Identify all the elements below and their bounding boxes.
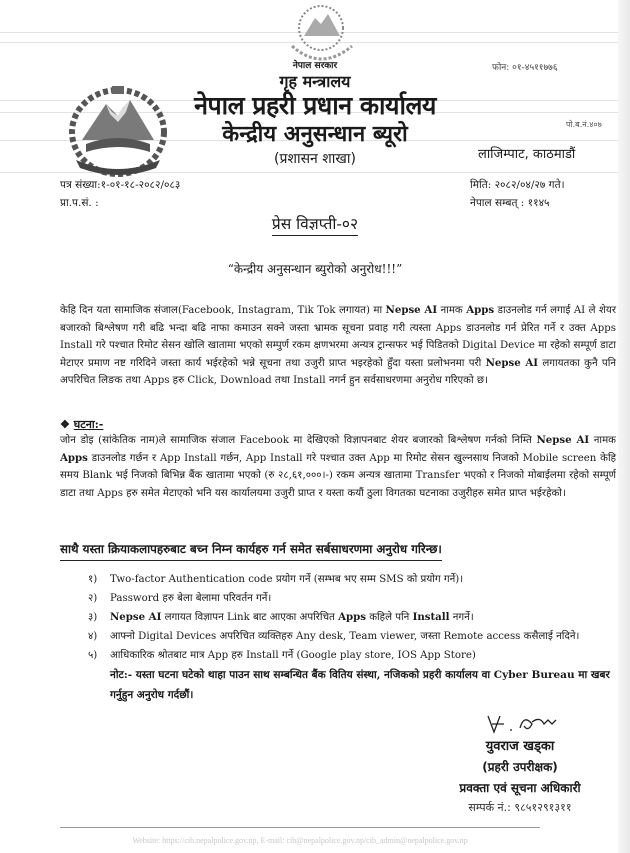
item-text: लगायत विज्ञापन Link बाट आएका अपरिचित <box>161 612 339 623</box>
letter-number: पत्र संख्या:१-०१-१८-२०८२/०८३ <box>60 179 181 191</box>
government-label: नेपाल सरकार <box>292 61 338 71</box>
bold-text: Install <box>412 611 450 623</box>
precaution-list <box>88 570 579 665</box>
signatory-role: प्रवक्ता एवं सूचना अधिकारी <box>459 781 581 795</box>
text: डाउनलोड गर्छन र App Install गर्छन, App Install गरे पश्चात उक्त App मा रिमोट सेसन खुल्नसाथ निजको Mobile screen केहि समय Blank भई निजको बिभिन्न बैंक खातामा भएको (रु २८,६१,०००।-) रकम अन्यत्र खातामा Transfer भएको र निजको मोबाईलमा रहेको सम्पूर्ण डाटा तथा Apps हरु समेत मेटाएको भनि यस कार्यालयमा उजुरी प्राप्त र यस्ता कयौं ठुला विगतका घटनाका उजुरीहरु समेत प्राप्त भईरहेको। <box>60 452 616 499</box>
address: लाजिम्पाट, काठमाडौं <box>478 147 576 162</box>
bold-text: Apps <box>60 451 88 464</box>
list-item <box>88 646 579 665</box>
note: नोट:- यस्ता घटना घटेको थाहा पाउन साथ सम्बन्धित बैंक वितिय संस्था, नजिकको प्रहरी कार्यालय वा Cyber Bureau मा खबर गर्नुहुन अनुरोध गर्दछौं। <box>110 669 610 701</box>
item-text: नगर्ने। <box>449 612 474 623</box>
footer-contact: Website: https://cib.nepalpolice.gov.np, E-mail: cib@nepalpolice.gov.np/cib_admin@nepalpolice.gov.np <box>132 836 468 845</box>
signatory-rank: (प्रहरी उपरीक्षक) <box>482 760 558 774</box>
item-number: ४) <box>88 631 98 642</box>
list-item <box>88 608 579 627</box>
bold-text: Nepse AI <box>536 434 590 446</box>
bureau-name: केन्द्रीय अनुसन्धान ब्यूरो <box>222 122 408 147</box>
reference-number: प्रा.प.सं. : <box>60 197 99 209</box>
office-name: नेपाल प्रहरी प्रधान कार्यालय <box>194 91 436 120</box>
text: केहि दिन यता सामाजिक संजाल(Facebook, Instagram, Tik Tok लगायत) मा <box>60 305 386 316</box>
item-number: १) <box>88 574 98 585</box>
incident-heading <box>60 417 103 432</box>
signatory-name: युवराज खड्का <box>485 739 555 754</box>
text: जोन डोइ (सांकेतिक नाम)ले सामाजिक संजाल Facebook मा देखिएको विज्ञापनबाट शेयर बजारको बिश्लेषण गर्नको निम्ति <box>60 435 537 446</box>
text: डाउनलोड गर्न लगाई AI ले शेयर बजारको बिश्लेषण गरी बढि भन्दा बढि नाफा कमाउन सक्ने जस्ता भ्रामक सूचना प्रवाह गरी त्यस्ता Apps डाउनलोड गर्न प्रेरित गर्ने र उक्त Apps Install गरे पश्चात रिमोट सेसन खोलि खातामा भएको सम्पुर्ण रकम क्षणभरमा अन्यत्र ट्रान्सफर भई पिडितको Digital Device मा रहेको सम्पूर्ण डाटा मेटाएर प्रमाण नष्ट गरिदिने जस्ता कार्य भईरहेको भन्ने सूचना तथा उजुरी प्राप्त भइरहेको हुँदा यस्ता प्रलोभनमा परी <box>60 305 616 369</box>
ministry-name: गृह मन्त्रालय <box>279 72 351 91</box>
po-box: पो.ब.नं.४०७ <box>566 120 602 129</box>
bold-text: Apps <box>466 304 495 316</box>
press-release-subtitle: “केन्द्रीय अनुसन्धान ब्युरोको अनुरोध!!!” <box>227 262 403 276</box>
footer-divider <box>60 827 540 828</box>
branch-name: (प्रशासन शाखा) <box>274 151 356 167</box>
press-release-title <box>0 212 630 234</box>
item-text: आफ्नो Digital Devices अपरिचित व्यक्तिहरु Any desk, Team viewer, जस्ता Remote access कसैलाई नदिने। <box>110 631 580 642</box>
date: मिति: २०८२/०४/२७ गते। <box>470 179 565 191</box>
bold-text: Nepse AI <box>485 356 539 369</box>
incident-paragraph <box>60 432 616 502</box>
item-number: २) <box>88 593 98 604</box>
signature-block <box>430 710 610 815</box>
signatory-contact: सम्पर्क नं.: ९८५१२९१३११ <box>468 801 572 814</box>
text: लगायतका कुनै पनि अपरिचित लिङक तथा Apps हरु Click, Download तथा Install नगर्न हुन सर्वसाधरणमा अनुरोध गरिएको छ। <box>60 357 616 386</box>
nepal-sambat: नेपाल सम्बत् : ११४५ <box>470 197 550 209</box>
item-text: कहिले पनि <box>365 612 413 623</box>
list-item <box>88 570 579 589</box>
item-number: ५) <box>88 650 98 661</box>
item-text: Two-factor Authentication code प्रयोग गर्ने (सम्भब भए सम्म SMS को प्रयोग गर्ने)। <box>110 574 464 585</box>
bold-text: Nepse AI <box>110 611 162 623</box>
intro-paragraph <box>60 302 616 390</box>
list-item <box>88 627 579 646</box>
list-item <box>88 589 579 608</box>
item-text: Password हरु बेला बेलामा परिवर्तन गर्ने। <box>110 593 272 604</box>
phone-number: फोन: ०१-४५११७७६ <box>492 63 558 73</box>
text: नामक <box>437 305 467 316</box>
diamond-bullet-icon: ❖ <box>60 418 70 431</box>
bold-text: Apps <box>338 611 366 623</box>
item-text: आधिकारिक श्रोतबाट मात्र App हरु Install गर्ने (Google play store, IOS App Store) <box>110 650 476 661</box>
bold-text: Nepse AI <box>385 304 438 316</box>
incident-label: घटना:- <box>73 418 104 431</box>
handwritten-signature-icon <box>480 710 560 740</box>
title-text: प्रेस विज्ञप्ती-०२ <box>272 215 358 236</box>
item-number: ३) <box>88 612 98 623</box>
text: नामक <box>589 435 616 446</box>
request-heading: साथै यस्ता क्रियाकलापहरुबाट बच्न निम्न कार्यहरु गर्न समेत सर्बसाधरणमा अनुरोध गरिन्छ। <box>60 541 442 561</box>
